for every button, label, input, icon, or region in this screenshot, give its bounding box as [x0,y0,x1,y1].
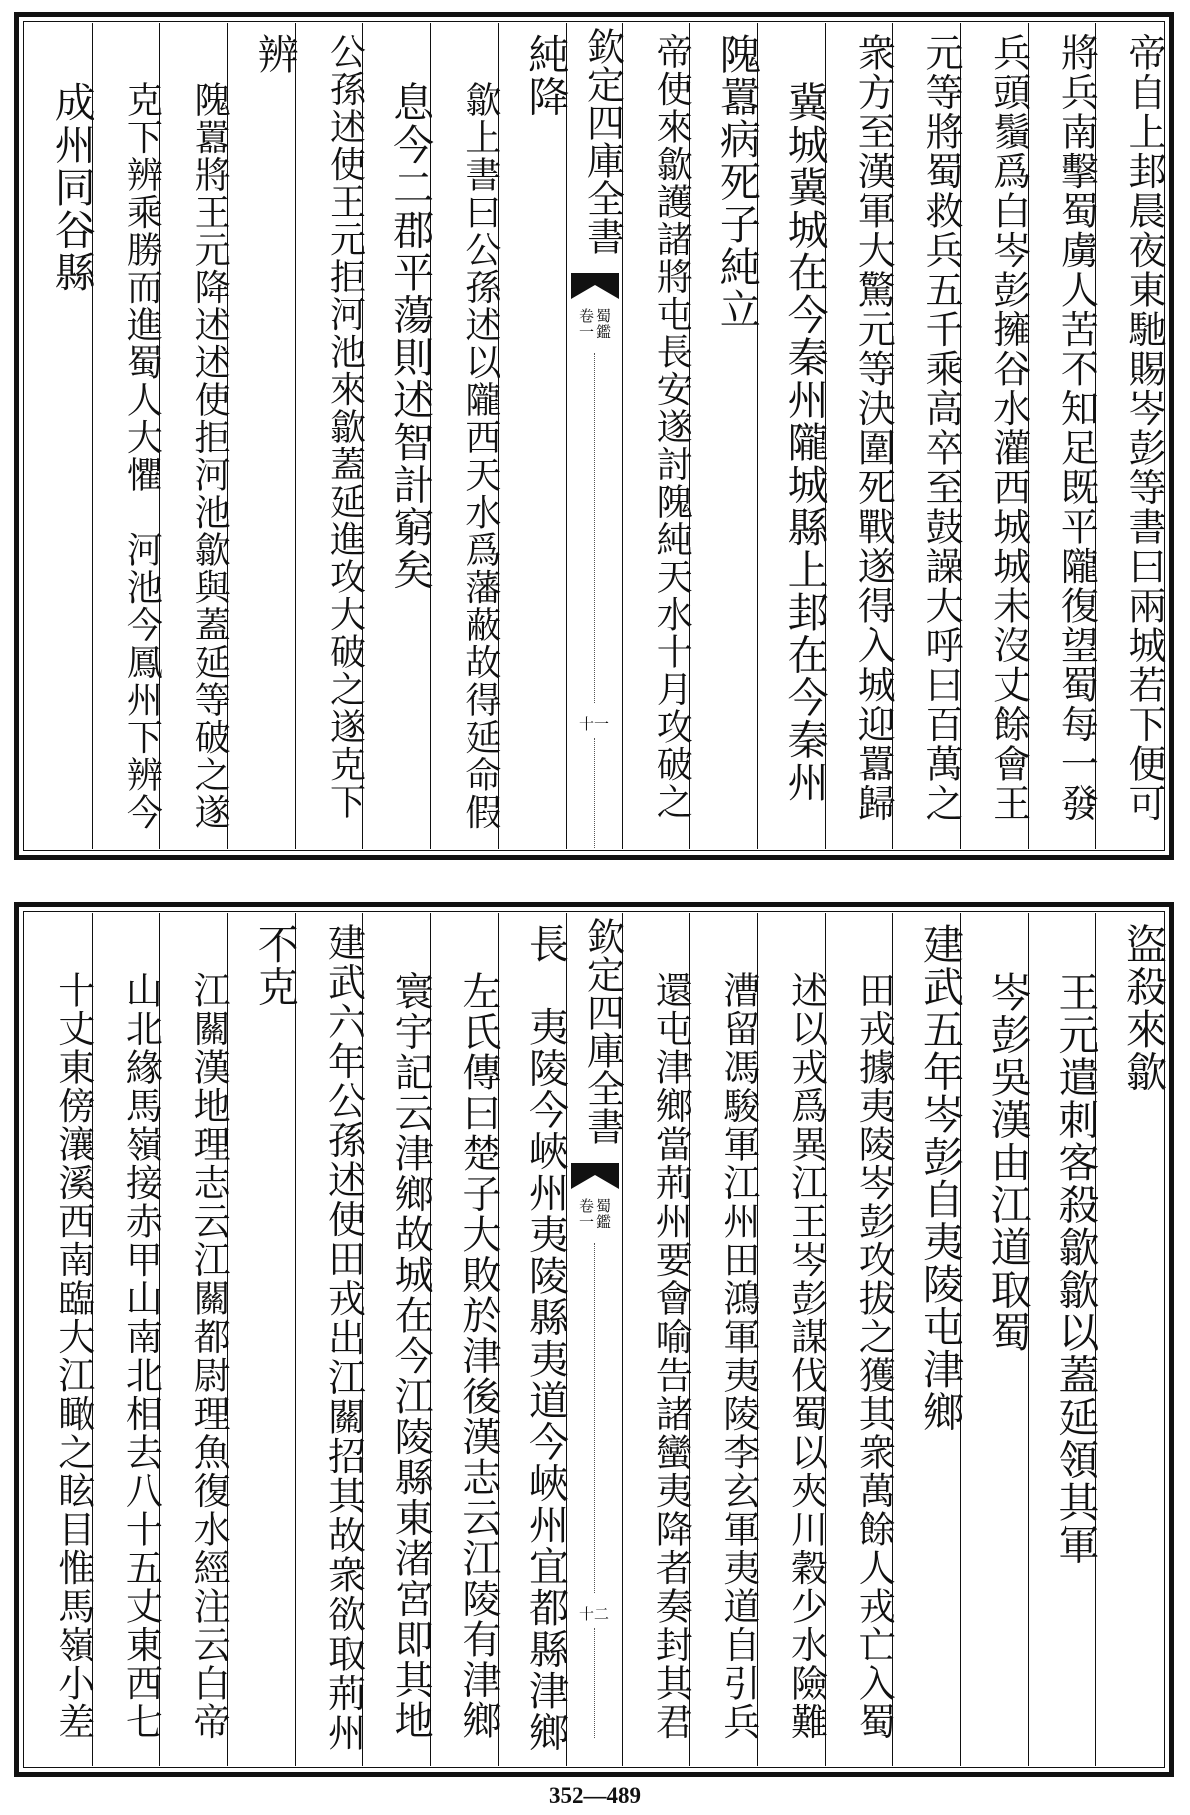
leaf-number: 十二 [578,1605,609,1623]
center-fold-strip [566,23,625,849]
column-text: 還屯津鄉當荊州要會喻告諸蠻夷降者奏封其君 [649,971,693,1741]
column-text: 漕留馮駿軍江州田鴻軍夷陵李玄軍夷道自引兵 [716,971,760,1741]
fold-dotted-line [594,1243,595,1593]
top-column [1028,23,1099,849]
column-text: 歙上書曰公孫述以隴西天水爲藩蔽故得延命假 [459,81,501,831]
column-text: 岑彭吳漢由江道取蜀 [983,971,1032,1354]
column-text: 帝自上邽晨夜東馳賜岑彭等書曰兩城若下便可 [1122,33,1166,823]
top-column [689,23,761,849]
column-text: 兵頭鬚爲白岑彭擁谷水灌西城城未沒丈餘會王 [986,33,1031,823]
bottom-page-frame [14,902,1174,1777]
volume-label-part: 蜀鑑 [594,1198,612,1230]
column-text: 建武六年公孫述使田戎出江關招其故衆欲取荊州 [321,923,366,1753]
column-text: 辨 [250,33,299,76]
book-volume-label [567,308,622,340]
column-text: 十丈東傍瀼溪西南臨大江瞰之眩目惟馬嶺小差 [51,971,95,1741]
column-text: 克下辨乘勝而進蜀人大懼 河池今鳳州下辨今 [121,81,163,831]
column-text: 左氏傳曰楚子大敗於津後漢志云江陵有津鄉 [455,971,501,1741]
top-column [892,23,963,849]
leaf-number: 十一 [578,715,609,733]
top-column [757,23,829,849]
bottom-column [430,913,501,1766]
bottom-column [892,913,964,1766]
bottom-column [92,913,163,1766]
top-column [362,23,435,849]
column-text: 成州同谷縣 [47,81,96,294]
column-text: 帝使來歙護諸將屯長安遂討隗純天水十月攻破之 [651,33,693,821]
page-number: 352—489 [549,1783,641,1808]
bottom-column [757,913,828,1766]
volume-label-part: 卷一 [577,1198,595,1230]
bottom-page-columns [25,913,1167,1766]
column-text: 山北緣馬嶺接赤甲山南北相去八十五丈東西七 [119,971,163,1741]
column-text: 長 夷陵今峽州夷陵縣夷道今峽州宜都縣津鄉 [522,923,569,1753]
bottom-column [1095,913,1167,1766]
column-text: 不克 [250,923,299,1008]
top-column [295,23,366,849]
bottom-column [295,913,366,1766]
column-text: 公孫述使王元拒河池來歙蓋延進攻大破之遂克下 [324,33,366,821]
volume-label-part: 卷一 [577,308,595,340]
top-column [825,23,896,849]
bottom-column [362,913,434,1766]
bottom-column [227,913,299,1766]
column-text: 隗囂病死子純立 [712,33,761,331]
fishtail-mark-icon [571,273,619,299]
column-text: 隗囂將王元降述述使拒河池歙與蓋延等破之遂 [189,81,231,831]
bottom-column [25,913,95,1766]
top-column [960,23,1031,849]
column-text: 田戎據夷陵岑彭攻拔之獲其衆萬餘人戎亡入蜀 [852,971,896,1741]
top-column [1095,23,1166,849]
column-text: 元等將蜀救兵五千乘高卒至鼓譟大呼曰百萬之 [918,33,963,823]
fold-dotted-line [594,353,595,703]
top-page-columns [25,23,1166,849]
column-text: 述以戎爲異江王岑彭謀伐蜀以夾川穀少水險難 [784,971,828,1741]
column-text: 盜殺來歙 [1119,923,1167,1093]
bottom-column [1028,913,1100,1766]
center-fold-strip [566,913,625,1766]
column-text: 將兵南擊蜀虜人苦不知足既平隴復望蜀每一發 [1054,33,1099,823]
top-column [159,23,231,849]
top-column [430,23,501,849]
fishtail-mark-icon [571,1163,619,1189]
column-text: 寰宇記云津鄉故城在今江陵縣東渚宮即其地 [388,971,434,1741]
fold-dotted-line [594,1628,595,1738]
collection-title: 欽定四庫全書 [580,27,625,255]
top-page-frame [14,12,1174,860]
column-text: 冀城冀城在今秦州隴城縣上邽在今秦州 [780,81,829,804]
column-text: 衆方至漢軍大驚元等決圍死戰遂得入城迎囂歸 [851,33,896,823]
bottom-column [159,913,231,1766]
top-column [227,23,299,849]
volume-label-part: 蜀鑑 [594,308,612,340]
top-column [622,23,693,849]
bottom-column [825,913,896,1766]
column-text: 息今二郡平蕩則述智計窮矣 [386,81,435,591]
bottom-column [622,913,693,1766]
column-text: 純降 [521,33,570,118]
bottom-column [689,913,760,1766]
collection-title: 欽定四庫全書 [580,917,625,1145]
column-text: 建武五年岑彭自夷陵屯津鄉 [915,923,964,1433]
fold-dotted-line [594,738,595,848]
bottom-column [498,913,569,1766]
top-column [25,23,96,849]
book-volume-label [567,1198,622,1230]
top-column [92,23,163,849]
column-text: 王元遣刺客殺歙歙以蓋延領其軍 [1051,971,1100,1566]
column-text: 江關漢地理志云江關都尉理魚復水經注云白帝 [187,971,231,1741]
top-column [498,23,570,849]
bottom-column [960,913,1032,1766]
